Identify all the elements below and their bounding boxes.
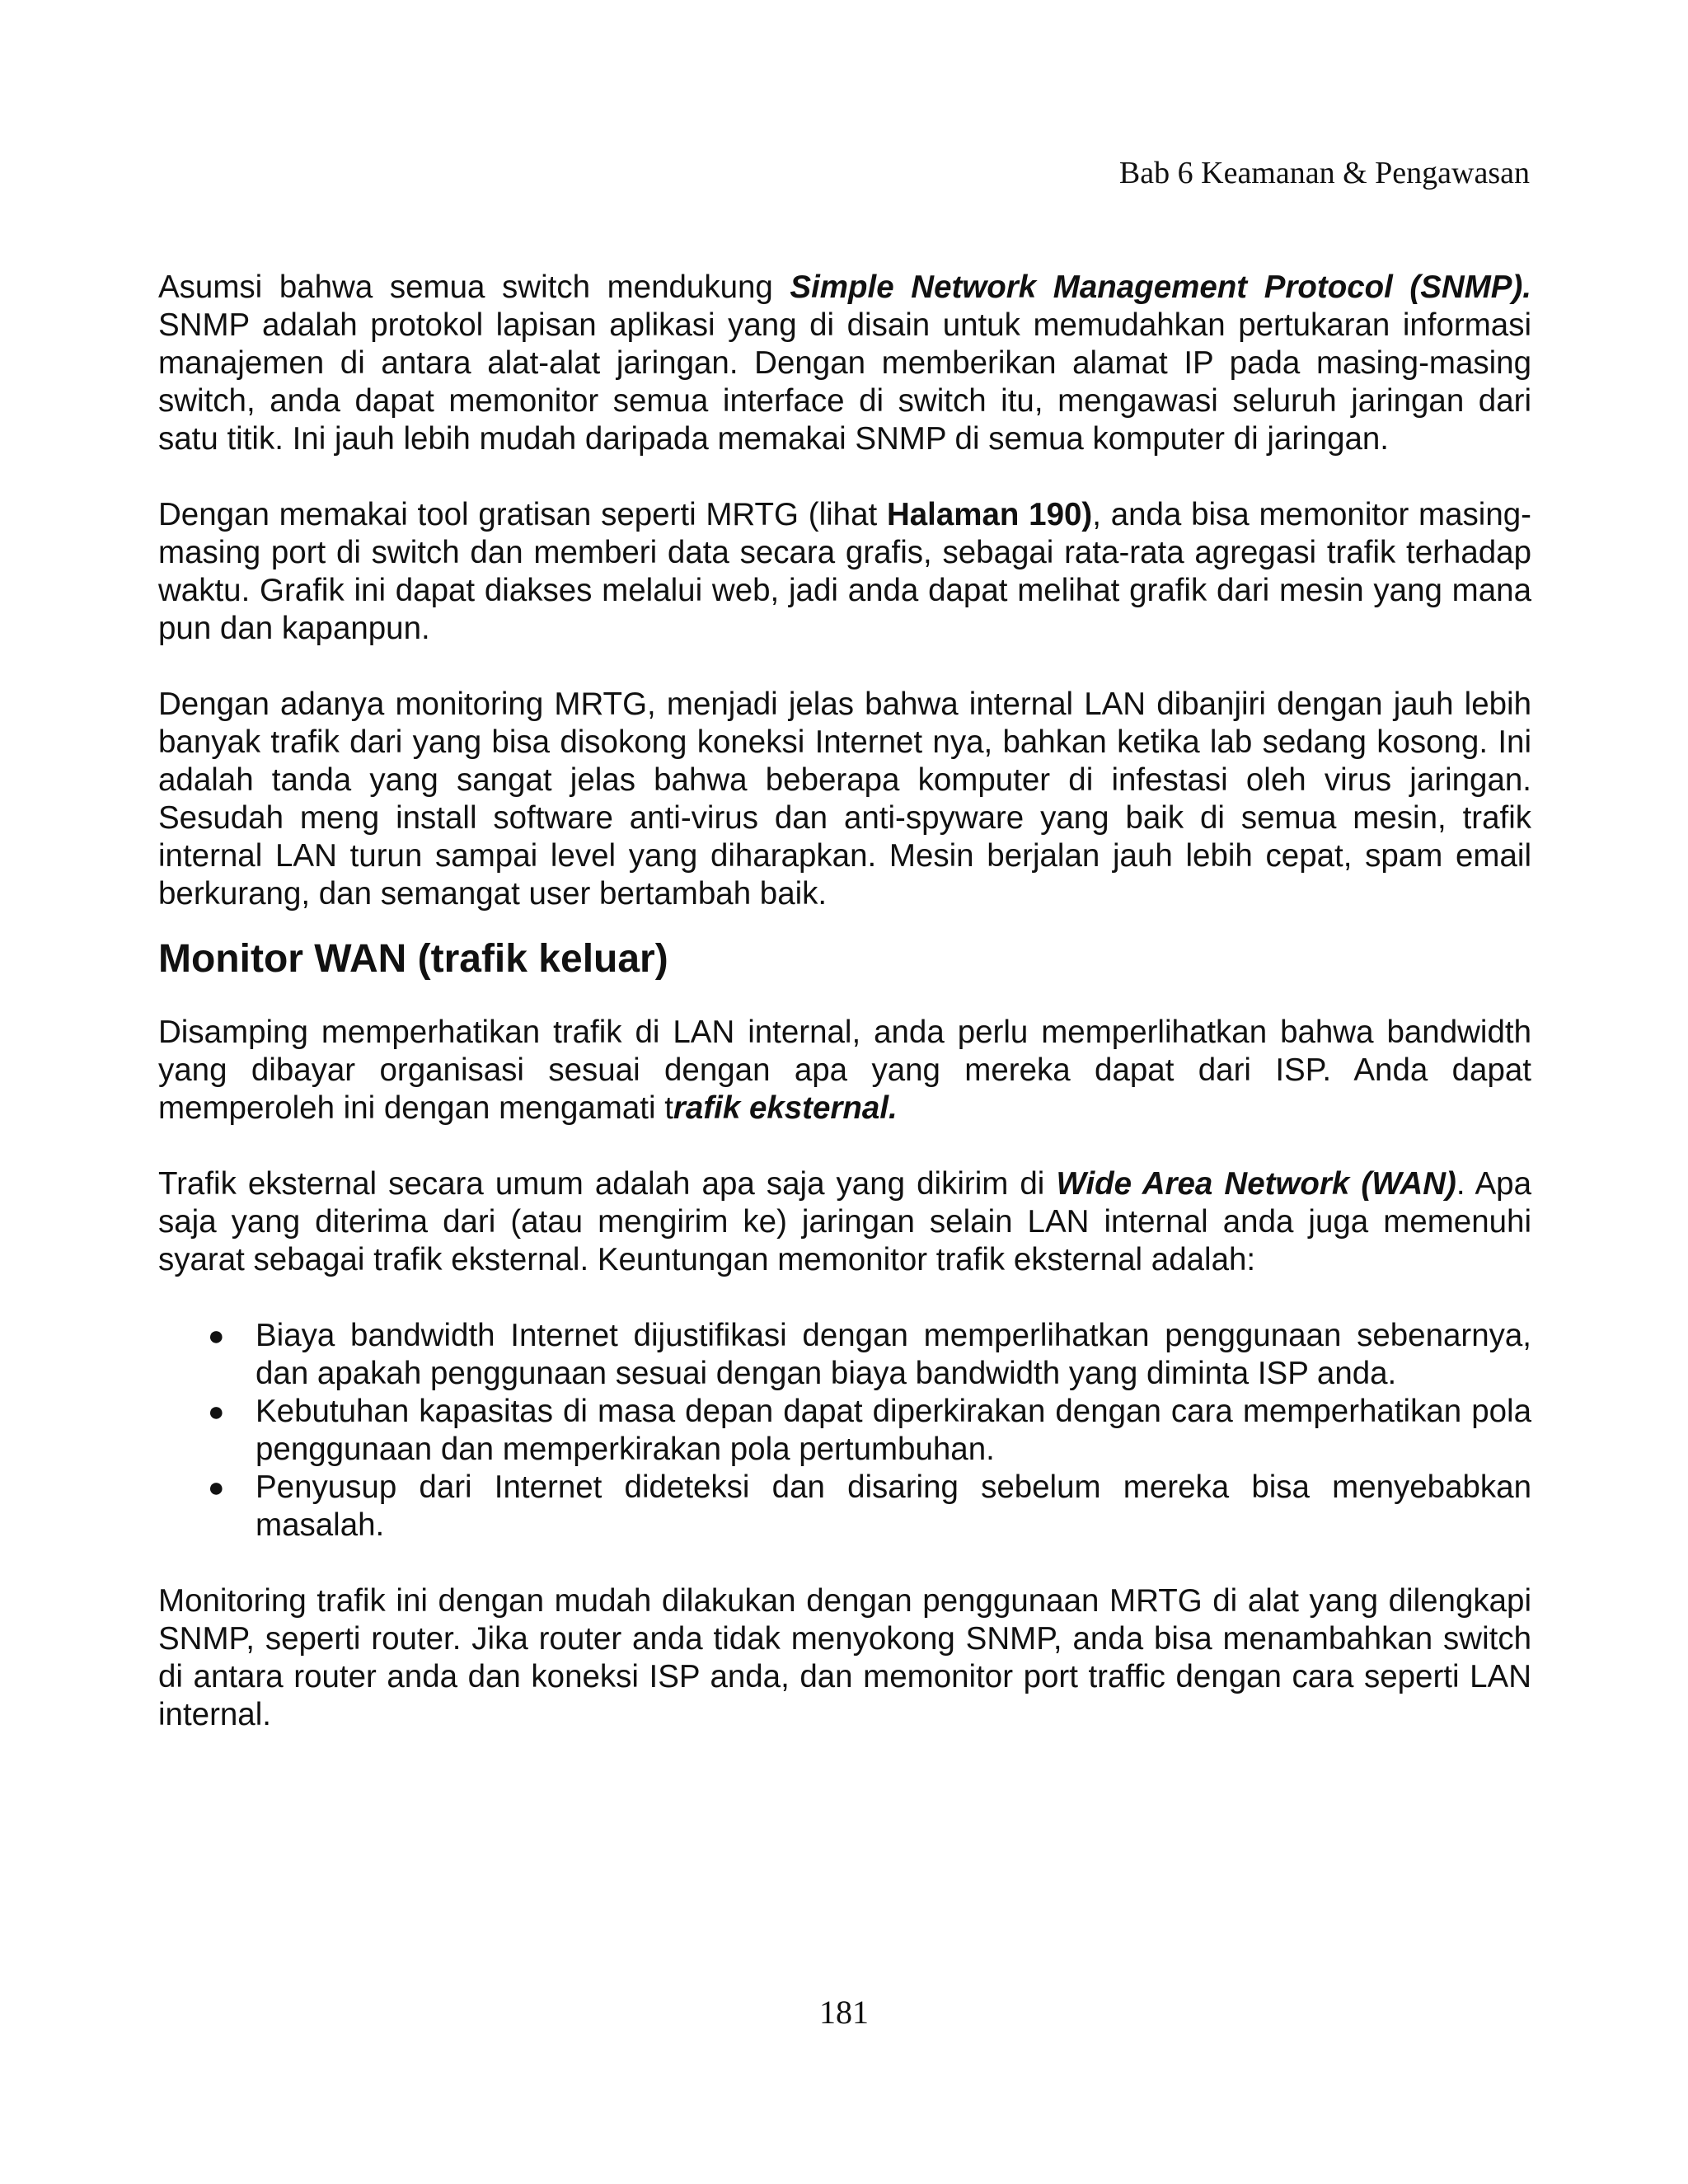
paragraph-external-text-a: Trafik eksternal secara umum adalah apa saja yang dikirim di — [158, 1166, 1057, 1202]
paragraph-mrtg-tool — [158, 496, 1531, 648]
external-traffic-term: rafik eksternal. — [673, 1090, 898, 1126]
page-reference: Halaman 190) — [886, 497, 1093, 532]
list-item-text: Penyusup dari Internet dideteksi dan disaring sebelum mereka bisa menyebabkan masalah. — [256, 1469, 1531, 1543]
running-header: Bab 6 Keamanan & Pengawasan — [1118, 156, 1530, 190]
body-text — [158, 269, 1531, 1772]
bullet-icon: ● — [208, 1472, 225, 1503]
paragraph-mrtg-text-c: , anda bisa memonitor masing-masing port di switch dan memberi data secara grafis, sebagai rata-rata agregasi trafik terhadap waktu. Grafik ini dapat diakses melalui web, jadi anda dapat melihat grafik dari mesin yang mana pun dan kapanpun. — [158, 497, 1531, 646]
bullet-icon: ● — [208, 1320, 225, 1352]
paragraph-external-traffic — [158, 1165, 1531, 1279]
paragraph-wan-intro — [158, 1014, 1531, 1127]
paragraph-snmp — [158, 269, 1531, 458]
section-heading: Monitor WAN (trafik keluar) — [158, 937, 668, 981]
list-item — [158, 1469, 1531, 1544]
paragraph-wan-text-a: Disamping memperhatikan trafik di LAN internal, anda perlu memperlihatkan bahwa bandwidth yang dibayar organisasi sesuai dengan apa yang mereka dapat dari ISP. Anda dapat memperoleh ini dengan mengamati t — [158, 1015, 1531, 1126]
list-item-text: Biaya bandwidth Internet dijustifikasi dengan memperlihatkan penggunaan sebenarnya, dan apakah penggunaan sesuai dengan biaya bandwidth yang diminta ISP anda. — [256, 1318, 1531, 1391]
paragraph-monitoring-method: Monitoring trafik ini dengan mudah dilakukan dengan penggunaan MRTG di alat yang dilengkapi SNMP, seperti router. Jika router anda tidak menyokong SNMP, anda bisa menambahkan switch di antara router anda dan koneksi ISP anda, dan memonitor port traffic dengan cara seperti LAN internal. — [158, 1583, 1531, 1732]
paragraph-mrtg-text-a: Dengan memakai tool gratisan seperti MRTG (lihat — [158, 497, 887, 532]
bullet-icon: ● — [208, 1396, 225, 1427]
paragraph-snmp-text-a: Asumsi bahwa semua switch mendukung — [158, 269, 790, 305]
list-item-text: Kebutuhan kapasitas di masa depan dapat diperkirakan dengan cara memperhatikan pola penggunaan dan memperkirakan pola pertumbuhan. — [256, 1394, 1531, 1467]
benefits-list — [158, 1317, 1531, 1544]
wan-term: Wide Area Network (WAN) — [1056, 1166, 1456, 1202]
paragraph-mrtg-result: Dengan adanya monitoring MRTG, menjadi jelas bahwa internal LAN dibanjiri dengan jauh lebih banyak trafik dari yang bisa disokong koneksi Internet nya, bahkan ketika lab sedang kosong. Ini adalah tanda yang sangat jelas bahwa beberapa komputer di infestasi oleh virus jaringan. Sesudah meng install software anti-virus dan anti-spyware yang baik di semua mesin, trafik internal LAN turun sampai level yang diharapkan. Mesin berjalan jauh lebih cepat, spam email berkurang, dan semangat user bertambah baik. — [158, 687, 1531, 912]
list-item — [158, 1317, 1531, 1393]
paragraph-snmp-text-c: SNMP adalah protokol lapisan aplikasi yang di disain untuk memudahkan pertukaran informasi manajemen di antara alat-alat jaringan. Dengan memberikan alamat IP pada masing-masing switch, anda dapat memonitor semua interface di switch itu, mengawasi seluruh jaringan dari satu titik. Ini jauh lebih mudah daripada memakai SNMP di semua komputer di jaringan. — [158, 307, 1531, 457]
list-item — [158, 1393, 1531, 1469]
paragraph-external-text-c: . Apa saja yang diterima dari (atau mengirim ke) jaringan selain LAN internal anda juga memenuhi syarat sebagai trafik eksternal. Keuntungan memonitor trafik eksternal adalah: — [158, 1166, 1531, 1277]
page-number: 181 — [819, 1994, 869, 2031]
snmp-term: Simple Network Management Protocol (SNMP). — [790, 269, 1532, 305]
